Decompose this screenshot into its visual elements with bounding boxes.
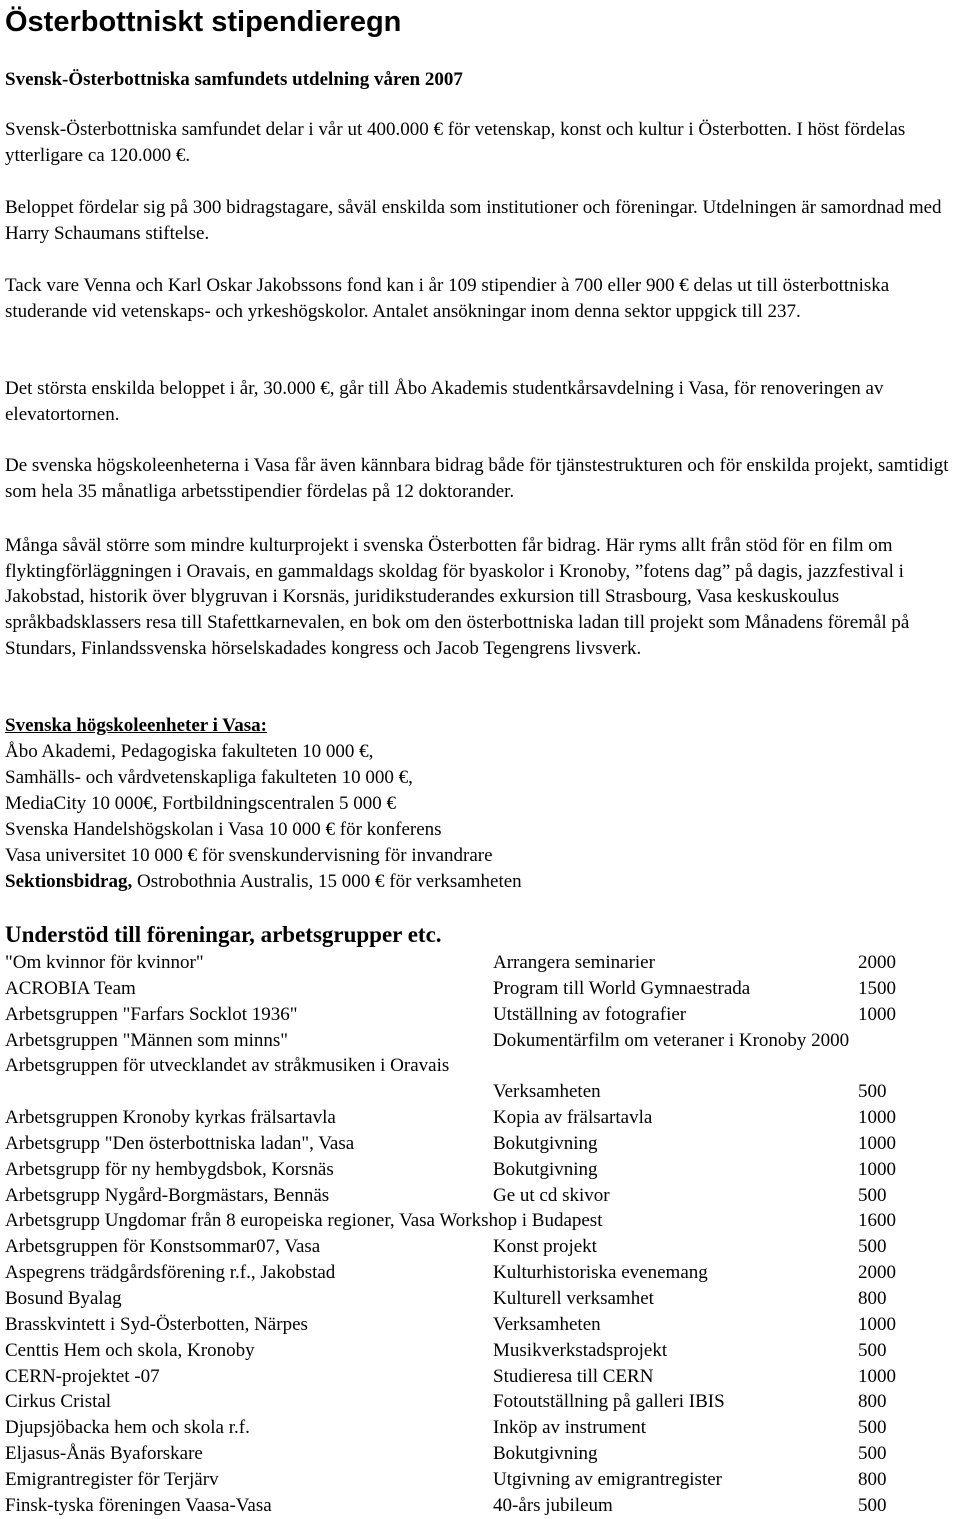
- grant-purpose: Verksamheten: [493, 1313, 601, 1335]
- grant-amount: 1000: [858, 1132, 896, 1154]
- grant-purpose: Inköp av instrument: [493, 1417, 647, 1439]
- hogskole-line: Vasa universitet 10 000 € för svenskundervisning för invandrare: [5, 845, 493, 866]
- grant-amount: 500: [858, 1417, 887, 1439]
- grant-amount: 800: [858, 1391, 887, 1413]
- grant-recipient: Bosund Byalag: [5, 1287, 122, 1309]
- grant-purpose: Arrangera seminarier: [493, 952, 655, 973]
- grant-amount: 500: [858, 1339, 887, 1361]
- hogskole-line: MediaCity 10 000€, Fortbildningscentralen 5 000 €: [5, 793, 397, 814]
- grant-recipient: Aspegrens trädgårdsförening r.f., Jakobstad: [5, 1262, 336, 1284]
- hogskole-section: [5, 713, 955, 895]
- grant-amount: 500: [858, 1443, 887, 1465]
- grant-recipient: Arbetsgrupp Ungdomar från 8 europeiska regioner, Vasa Workshop i Budapest: [5, 1210, 603, 1232]
- grant-recipient: Arbetsgruppen för Konstsommar07, Vasa: [5, 1236, 321, 1258]
- grant-recipient: Eljasus-Ånäs Byaforskare: [5, 1443, 203, 1465]
- grant-purpose: Program till World Gymnaestrada: [493, 977, 751, 999]
- paragraph-culture-projects: Många såväl större som mindre kulturprojekt i svenska Österbotten får bidrag. Här ryms allt från stöd för en film om flyktingförläggningen i Oravais, en gammaldags skoldag för byaskolor i Kronoby, ”fotens dag” på dagis, jazzfestival i Jakobstad, historik över blygruvan i Korsnäs, juridikstuderandes exkursion till Strasbourg, Vasa keskuskoulus språkbadsklassers resa till Stafettkarnevalen, en bok om den österbottniska ladan till projekt som Månadens föremål på Stundars, Finlandssvenska hörselskadades kongress och Jacob Tegengrens livsverk.: [5, 535, 910, 659]
- grant-amount: 1000: [858, 1313, 896, 1335]
- grant-row: [5, 1286, 955, 1312]
- grant-amount: 800: [858, 1468, 887, 1490]
- grant-recipient: Arbetsgruppen "Männen som minns": [5, 1029, 289, 1051]
- grant-purpose: Dokumentärfilm om veteraner i Kronoby 2000: [493, 1029, 850, 1051]
- grant-purpose: Utställning av fotografier: [493, 1003, 687, 1025]
- grant-amount: 1500: [858, 977, 896, 999]
- grant-recipient: Arbetsgrupp för ny hembygdsbok, Korsnäs: [5, 1158, 334, 1180]
- grant-purpose: Ge ut cd skivor: [493, 1184, 610, 1206]
- grant-row: [5, 1364, 955, 1390]
- grants-table: [5, 950, 955, 1519]
- paragraph-university-units: De svenska högskoleenheterna i Vasa får även kännbara bidrag både för tjänstestrukturen och för enskilda projekt, samtidigt som hela 35 månatliga arbetsstipendier fördelas på 12 doktorander.: [5, 455, 949, 502]
- grant-amount: 1000: [858, 1158, 896, 1180]
- sektionsbidrag-label: Sektionsbidrag,: [5, 871, 133, 892]
- page-title: Österbottniskt stipendieregn: [5, 6, 402, 38]
- grant-purpose: Bokutgivning: [493, 1132, 598, 1154]
- grant-purpose: Kopia av frälsartavla: [493, 1107, 653, 1129]
- grant-purpose: 40-års jubileum: [493, 1494, 613, 1516]
- grant-amount: 2000: [858, 952, 896, 973]
- article-subtitle: Svensk-Österbottniska samfundets utdelning våren 2007: [5, 69, 463, 90]
- grant-recipient: CERN-projektet -07: [5, 1365, 160, 1387]
- grant-purpose: Kulturell verksamhet: [493, 1287, 654, 1309]
- grant-row: [5, 1053, 955, 1105]
- grant-amount: 800: [858, 1287, 887, 1309]
- grant-row: [5, 1002, 955, 1028]
- paragraph-recipients: Beloppet fördelar sig på 300 bidragstagare, såväl enskilda som institutioner och föreningar. Utdelningen är samordnad med Harry Schaumans stiftelse.: [5, 197, 942, 244]
- grant-purpose: Fotoutställning på galleri IBIS: [493, 1391, 725, 1413]
- paragraph-intro: Svensk-Österbottniska samfundet delar i vår ut 400.000 € för vetenskap, konst och kultur i Österbotten. I höst fördelas ytterligare ca 120.000 €.: [5, 119, 906, 166]
- grant-recipient: Arbetsgrupp Nygård-Borgmästars, Bennäs: [5, 1184, 330, 1206]
- grant-row: [5, 1208, 955, 1234]
- grant-amount: 500: [858, 1184, 887, 1206]
- hogskole-line: Svenska Handelshögskolan i Vasa 10 000 € för konferens: [5, 819, 442, 840]
- grant-row: [5, 1389, 955, 1415]
- grant-amount: 1000: [858, 1003, 896, 1025]
- grant-recipient: Djupsjöbacka hem och skola r.f.: [5, 1417, 250, 1439]
- grant-recipient: Cirkus Cristal: [5, 1391, 112, 1413]
- grant-amount: 1000: [858, 1365, 896, 1387]
- grant-row: [5, 950, 955, 976]
- grant-amount: 1600: [858, 1210, 896, 1232]
- grant-row: [5, 1183, 955, 1209]
- grant-row: [5, 1312, 955, 1338]
- grant-recipient: ACROBIA Team: [5, 977, 136, 999]
- paragraph-largest-grant: Det största enskilda beloppet i år, 30.000 €, går till Åbo Akademis studentkårsavdelning i Vasa, för renoveringen av elevatortornen.: [5, 378, 884, 425]
- paragraph-student-grants: Tack vare Venna och Karl Oskar Jakobssons fond kan i år 109 stipendier à 700 eller 900 € delas ut till österbottniska studerande vid vetenskaps- och yrkeshögskolor. Antalet ansökningar inom denna sektor uppgick till 237.: [5, 275, 890, 322]
- grant-row: [5, 1493, 955, 1519]
- grant-purpose: Verksamheten: [493, 1081, 601, 1103]
- grant-amount: 500: [858, 1081, 887, 1103]
- hogskole-heading: Svenska högskoleenheter i Vasa:: [5, 715, 268, 736]
- grant-amount: 500: [858, 1494, 887, 1516]
- grant-row: [5, 1467, 955, 1493]
- hogskole-line: Samhälls- och vårdvetenskapliga fakulteten 10 000 €,: [5, 767, 413, 788]
- grant-purpose: Bokutgivning: [493, 1443, 598, 1465]
- grant-purpose: Konst projekt: [493, 1236, 597, 1258]
- grant-row: [5, 1131, 955, 1157]
- grant-recipient: Arbetsgruppen för utvecklandet av stråkmusiken i Oravais: [5, 1055, 450, 1077]
- grant-recipient: Centtis Hem och skola, Kronoby: [5, 1339, 255, 1361]
- grant-row: [5, 1157, 955, 1183]
- grant-amount: 2000: [858, 1262, 896, 1284]
- grant-purpose: Bokutgivning: [493, 1158, 598, 1180]
- grant-recipient: "Om kvinnor för kvinnor": [5, 952, 204, 973]
- sektionsbidrag-text: Ostrobothnia Australis, 15 000 € för verksamheten: [132, 871, 522, 892]
- grant-recipient: Brasskvintett i Syd-Österbotten, Närpes: [5, 1313, 308, 1335]
- grant-row: [5, 1234, 955, 1260]
- grant-recipient: Emigrantregister för Terjärv: [5, 1468, 219, 1490]
- grant-row: [5, 1105, 955, 1131]
- grants-heading: Understöd till föreningar, arbetsgrupper etc.: [5, 922, 442, 947]
- grant-row: [5, 1338, 955, 1364]
- grant-row: [5, 1028, 955, 1054]
- grant-row: [5, 1260, 955, 1286]
- grant-purpose: Musikverkstadsprojekt: [493, 1339, 668, 1361]
- grant-recipient: Finsk-tyska föreningen Vaasa-Vasa: [5, 1494, 272, 1516]
- grant-recipient: Arbetsgrupp "Den österbottniska ladan", Vasa: [5, 1132, 355, 1154]
- grant-row: [5, 976, 955, 1002]
- grant-amount: 500: [858, 1236, 887, 1258]
- grant-purpose: Kulturhistoriska evenemang: [493, 1262, 708, 1284]
- grant-amount: 1000: [858, 1107, 896, 1129]
- grant-row: [5, 1441, 955, 1467]
- grant-row: [5, 1415, 955, 1441]
- grant-recipient: Arbetsgruppen "Farfars Socklot 1936": [5, 1003, 298, 1025]
- grant-purpose: Studieresa till CERN: [493, 1365, 654, 1387]
- hogskole-line-sektionsbidrag: [5, 869, 955, 895]
- hogskole-line: Åbo Akademi, Pedagogiska fakulteten 10 000 €,: [5, 741, 374, 762]
- grant-recipient: Arbetsgruppen Kronoby kyrkas frälsartavla: [5, 1107, 336, 1129]
- grant-purpose: Utgivning av emigrantregister: [493, 1468, 722, 1490]
